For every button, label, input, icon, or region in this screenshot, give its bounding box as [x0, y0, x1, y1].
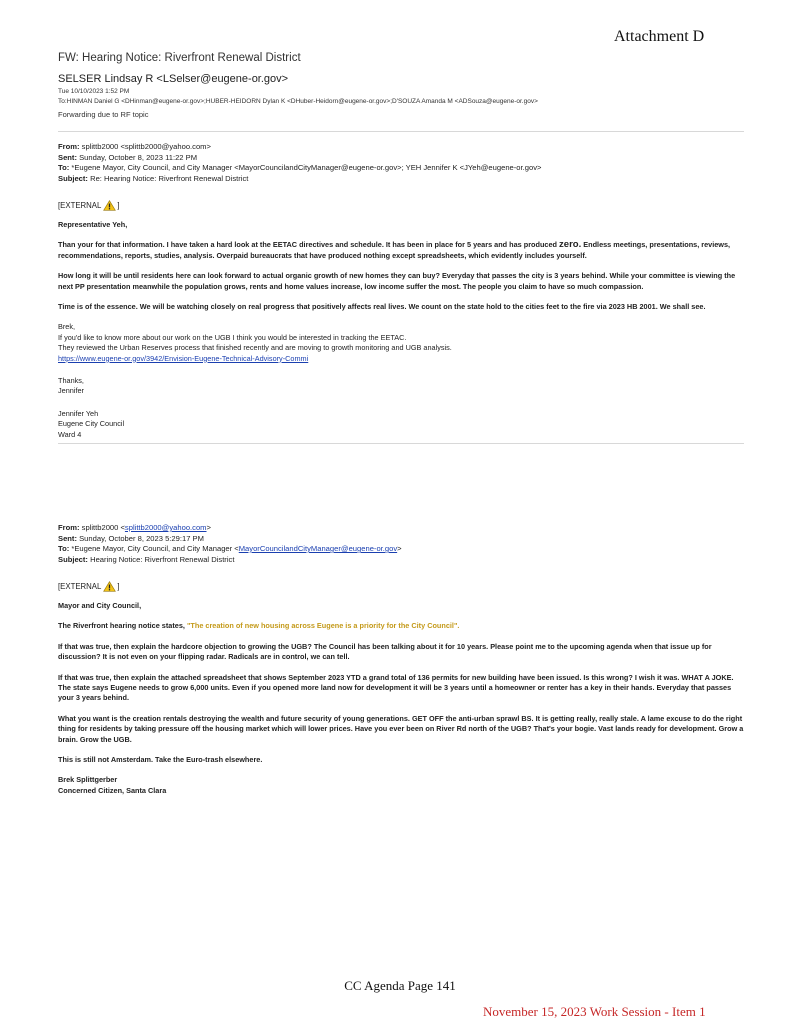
email-recipients: To:HINMAN Daniel G <DHinman@eugene-or.gov>;HUBER-HEIDORN Dylan K <DHuber-Heidorn@eugene-or.gov>;D'SOUZA Amanda M <ADSouza@eugene-or.gov>: [58, 98, 538, 105]
paragraph: This is still not Amsterdam. Take the Euro-trash elsewhere.: [58, 755, 263, 765]
signature-name: Brek Splittgerber: [58, 775, 118, 785]
paragraph: Time is of the essence. We will be watching closely on real progress that positively affects real lives. We count on the state hold to the cities feet to the fire via 2023 HB 2001. We shall see.: [58, 302, 706, 312]
warning-icon: [103, 200, 116, 211]
external-tag: [58, 200, 748, 211]
from-email-link[interactable]: splittb2000@yahoo.com: [124, 523, 207, 532]
email-header: [58, 52, 748, 132]
divider: [58, 443, 744, 444]
to-label: To:: [58, 544, 70, 553]
to-name: *Eugene Mayor, City Council, and City Manager <: [71, 544, 239, 553]
signature-name: Jennifer Yeh: [58, 408, 99, 418]
quoted-statement: "The creation of new housing across Eugene is a priority for the City Council".: [186, 621, 460, 631]
from-label: From:: [58, 142, 80, 151]
subject-value: Re: Hearing Notice: Riverfront Renewal District: [90, 173, 249, 183]
thanks-name: Jennifer: [58, 386, 84, 396]
reply-salutation: Brek,: [58, 322, 76, 332]
sent-label: Sent:: [58, 533, 77, 543]
paragraph: What you want is the creation rentals destroying the wealth and future security of young generations. GET OFF the anti-urban sprawl BS. It is getting really, really stale. A lame excuse to do the right thing for residents by taking pressure off the housing market which will lower prices. Have you ever been on River Rd north of the UGB? That's your bogie. Vast lands ready for development. Grow a brain. Grow the UGB.: [58, 713, 744, 744]
signature-org: Eugene City Council: [58, 419, 125, 429]
email-subject: FW: Hearing Notice: Riverfront Renewal District: [58, 52, 301, 64]
emphasis-zero: zero.: [559, 239, 582, 251]
quoted-reply: [58, 322, 748, 440]
message-body: [58, 601, 748, 796]
external-tag: [58, 581, 748, 592]
paragraph: If that was true, then explain the hardcore objection to growing the UGB? The Council has been talking about it for 10 years. Please point me to the upcoming agenda when that issue up for discussion? It is not even on your flipping radar. Radicals are in control, we can tell.: [58, 641, 712, 662]
session-footer: November 15, 2023 Work Session - Item 1: [483, 1004, 706, 1019]
from-label: From:: [58, 523, 80, 532]
divider: [58, 131, 744, 132]
message-meta: [58, 142, 748, 184]
message-body: [58, 220, 748, 312]
greeting: Mayor and City Council,: [58, 601, 142, 610]
to-value: *Eugene Mayor, City Council, and City Manager <MayorCouncilandCityManager@eugene-or.gov>; YEH Jennifer K <JYeh@eugene-or.gov>: [71, 163, 542, 172]
to-email-link[interactable]: MayorCouncilandCityManager@eugene-or.gov: [238, 544, 398, 553]
subject-value: Hearing Notice: Riverfront Renewal District: [90, 554, 235, 564]
greeting: Representative Yeh,: [58, 220, 128, 229]
to-label: To:: [58, 163, 70, 172]
subject-label: Subject:: [58, 173, 88, 183]
paragraph: The Riverfront hearing notice states, "The creation of new housing across Eugene is a priority for the City Council".: [58, 621, 460, 631]
eetac-link[interactable]: https://www.eugene-or.gov/3942/Envision-Eugene-Technical-Advisory-Commi: [58, 353, 309, 363]
from-value: splittb2000 <splittb2000@yahoo.com>: [81, 142, 211, 151]
paragraph: Than your for that information. I have taken a hard look at the EETAC directives and schedule. It has been in place for 5 years and has produced zero. Endless meetings, presentations, reviews, recommendations, reports, studies, analysis. Overpaid bureaucrats that have produced nothing except spreadsheets, which evidently includes yourself.: [58, 239, 731, 260]
from-name: splittb2000 <: [81, 523, 125, 532]
sent-value: Sunday, October 8, 2023 5:29:17 PM: [79, 533, 204, 543]
warning-icon: [103, 581, 116, 592]
paragraph: How long it will be until residents here can look forward to actual organic growth of new homes they can buy? Everyday that passes the city is 3 years behind. While your committee is viewing the next PP presentation meanwhile the population grows, rents and home values increase, low income suffer the most. The people you claim to have so much compassion.: [58, 271, 736, 291]
external-close: ]: [117, 582, 120, 591]
signature-ward: Ward 4: [58, 429, 82, 439]
signature-title: Concerned Citizen, Santa Clara: [58, 785, 167, 795]
sent-value: Sunday, October 8, 2023 11:22 PM: [79, 152, 198, 162]
message-meta: From: splittb2000 <splittb2000@yahoo.com> Sent: Sunday, October 8, 2023 5:29:17 PM To: *Eugene Mayor, City Council, and City Manager <MayorCouncilandCityManager@eugene-or.gov> Subject: Hearing Notice: Riverfront Renewal District: [58, 523, 402, 564]
sent-label: Sent:: [58, 152, 77, 162]
subject-label: Subject:: [58, 554, 88, 564]
message-original: [58, 523, 748, 796]
email-date: Tue 10/10/2023 1:52 PM: [58, 88, 130, 95]
reply-line: They reviewed the Urban Reserves process that finished recently and are moving to growth monitoring and UGB analysis.: [58, 343, 452, 353]
external-close: ]: [117, 201, 120, 210]
external-label: [EXTERNAL: [58, 582, 102, 591]
paragraph: If that was true, then explain the attached spreadsheet that shows September 2023 YTD a grand total of 136 permits for new building have been issued. Is this wrong? I wish it was. WHAT A JOKE. The state says Eugene needs to grow 6,000 units. Even if you opened more land now for development it will be 3 years until a homeowner or renter has a key in their hands. Everyday that passes your 3 years behind.: [58, 672, 734, 703]
attachment-label: Attachment D: [614, 28, 705, 45]
email-sender: SELSER Lindsay R <LSelser@eugene-or.gov>: [58, 73, 289, 85]
message-reply: [58, 142, 748, 447]
email-note: Forwarding due to RF topic: [58, 110, 149, 119]
thanks: Thanks,: [58, 376, 84, 386]
page-footer: CC Agenda Page 141: [344, 978, 456, 993]
reply-line: If you'd like to know more about our work on the UGB I think you would be interested in tracking the EETAC.: [58, 332, 407, 342]
external-label: [EXTERNAL: [58, 201, 102, 210]
